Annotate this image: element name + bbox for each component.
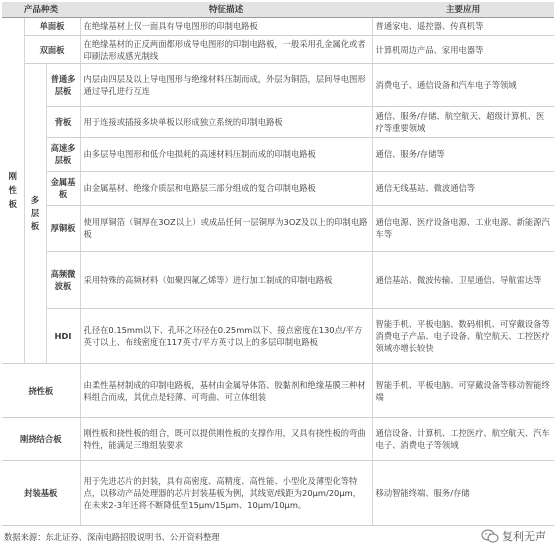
type-cell: 金属基板: [46, 171, 80, 205]
desc-cell: 孔径在0.15mm以下、孔环之环径在0.25mm以下、接点密度在130点/平方英寸以上、布线密度在117英寸/平方英寸以上的多层印制电路板: [80, 308, 372, 363]
type-cell: 封装基板: [2, 460, 80, 525]
type-cell: 挠性板: [2, 363, 80, 418]
desc-cell: 刚性板和挠性板的组合，既可以提供刚性板的支撑作用，又具有挠性板的弯曲特性，能满足三维组装要求: [80, 418, 372, 460]
table-row: [2, 35, 554, 63]
desc-cell: 用于连接或插接多块单板以形成独立系统的印制电路板: [80, 106, 372, 138]
desc-cell: 内层由四层及以上导电图形与绝缘材料压制而成，外层为铜箔，层间导电图形通过导孔进行互连: [80, 64, 372, 106]
app-cell: 通信设备、计算机、工控医疗、航空航天、汽车电子、消费电子等领域: [372, 418, 554, 460]
table-row: [2, 418, 554, 460]
desc-cell: 采用特殊的高频材料（如聚四氟乙烯等）进行加工制成的印制电路板: [80, 251, 372, 308]
app-cell: 通信无线基站、微波通信等: [372, 171, 554, 205]
type-cell: 单面板: [24, 18, 80, 36]
multilayer-category: 多层板: [24, 64, 46, 363]
app-cell: 移动智能终端、服务/存储: [372, 460, 554, 525]
table-row: [2, 18, 554, 36]
type-cell: 刚挠结合板: [2, 418, 80, 460]
desc-cell: 由多层导电图形和低介电损耗的高速材料压制而成的印制电路板: [80, 138, 372, 172]
app-cell: 普通家电、遥控器、传真机等: [372, 18, 554, 36]
table-row: [2, 251, 554, 308]
app-cell: 智能手机、平板电脑、数码相机、可穿戴设备等消费电子产品、电子设备、航空航天、工控医疗领域亦增长较快: [372, 308, 554, 363]
type-cell: 双面板: [24, 35, 80, 63]
desc-cell: 用于先进芯片的封装，具有高密度、高精度、高性能、小型化及薄型化等特点，以移动产品处理器的芯片封装基板为例，其线宽/线距为20μm/20μm，在未来2-3年还将不断降低至15μm/15μm、10μm/10μm。: [80, 460, 372, 525]
table-row: [2, 363, 554, 418]
app-cell: 通信、服务/存储、航空航天、超级计算机、医疗等重要领域: [372, 106, 554, 138]
table-row: [2, 171, 554, 205]
app-cell: 通信基站、微波传输、卫星通信、导航雷达等: [372, 251, 554, 308]
type-cell: 高速多层板: [46, 138, 80, 172]
app-cell: 计算机周边产品、家用电器等: [372, 35, 554, 63]
app-cell: 通信电源、医疗设备电源、工业电源、新能源汽车等: [372, 205, 554, 251]
type-cell: 高频微波板: [46, 251, 80, 308]
data-source-footer: 数据来源：东北证券、深南电路招股说明书、公开资料整理: [4, 532, 220, 542]
table-header-row: [2, 2, 554, 18]
type-cell: 普通多层板: [46, 64, 80, 106]
table-row: [2, 308, 554, 363]
header-features: 特征描述: [80, 2, 372, 18]
header-apps: 主要应用: [372, 2, 554, 18]
wechat-icon: [481, 529, 499, 543]
type-cell: 背板: [46, 106, 80, 138]
table-row: [2, 138, 554, 172]
type-cell: 厚铜板: [46, 205, 80, 251]
desc-cell: 在绝缘基材的正反两面都形成导电图形的印制电路板，一般采用孔金属化或者印刷法形成感光制线: [80, 35, 372, 63]
table-row: [2, 205, 554, 251]
desc-cell: 由金属基材、绝缘介质层和电路层三部分组成的复合印制电路板: [80, 171, 372, 205]
app-cell: 消费电子、通信设备和汽车电子等领域: [372, 64, 554, 106]
header-category: 产品种类: [2, 2, 80, 18]
desc-cell: 使用厚铜箔（铜厚在3OZ以上）或成品任何一层铜厚为3OZ及以上的印制电路板: [80, 205, 372, 251]
desc-cell: 由柔性基材制成的印制电路板，基材由金属导体箔、胶黏剂和绝缘基膜三种材料组合而成，其优点是轻薄、可弯曲、可立体组装: [80, 363, 372, 418]
desc-cell: 在绝缘基材上仅一面具有导电图形的印制电路板: [80, 18, 372, 36]
table-row: [2, 106, 554, 138]
table-row: [2, 460, 554, 525]
watermark-text: 复利无声: [502, 530, 546, 543]
table-row: [2, 64, 554, 106]
app-cell: 智能手机、平板电脑、可穿戴设备等移动智能终端: [372, 363, 554, 418]
app-cell: 通信、服务/存储等: [372, 138, 554, 172]
pcb-product-table: [2, 2, 554, 526]
type-cell: HDI: [46, 308, 80, 363]
wechat-watermark: [481, 528, 546, 544]
rigid-board-category: 刚性板: [2, 18, 24, 364]
